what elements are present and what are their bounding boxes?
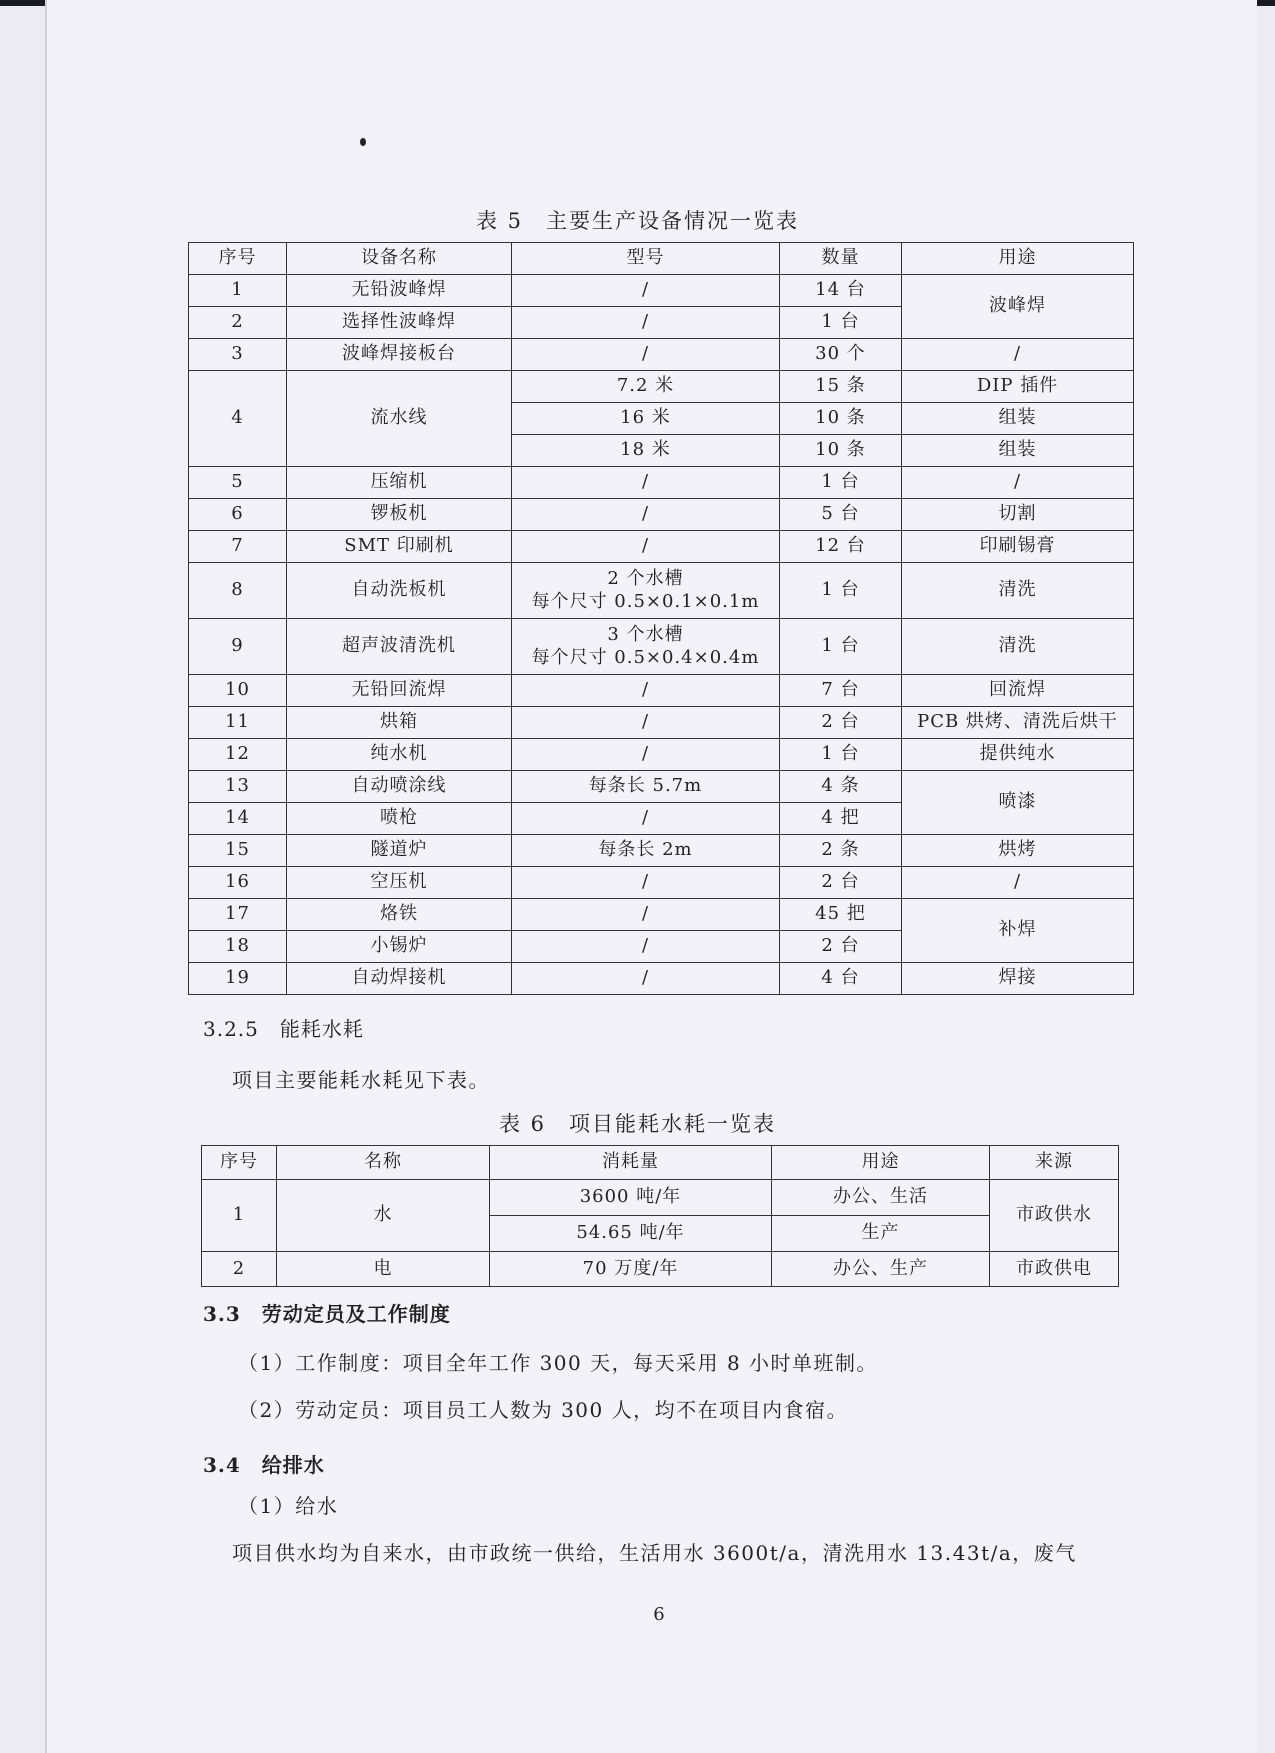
- cell-use: 印刷锡膏: [902, 531, 1134, 563]
- cell-model: 16 米: [512, 403, 780, 435]
- cell-qty: 12 台: [780, 531, 902, 563]
- cell-source: 市政供电: [990, 1252, 1119, 1287]
- cell-use: 回流焊: [902, 675, 1134, 707]
- cell-use: 补焊: [902, 899, 1134, 963]
- cell-name: 自动焊接机: [287, 963, 512, 995]
- cell-model: /: [512, 307, 780, 339]
- cell-model: /: [512, 467, 780, 499]
- cell-use: 烘烤: [902, 835, 1134, 867]
- scan-speck: [360, 138, 366, 146]
- cell-name: 自动喷涂线: [287, 771, 512, 803]
- cell-qty: 2 条: [780, 835, 902, 867]
- cell-name: 电: [277, 1252, 490, 1287]
- header-cell: 数量: [780, 243, 902, 275]
- table-header-row: [202, 1146, 1119, 1180]
- cell-no: 14: [189, 803, 287, 835]
- cell-no: 2: [189, 307, 287, 339]
- header-cell: 名称: [277, 1146, 490, 1180]
- cell-name: SMT 印刷机: [287, 531, 512, 563]
- table-row: [189, 899, 1134, 931]
- cell-model: 7.2 米: [512, 371, 780, 403]
- cell-use: 焊接: [902, 963, 1134, 995]
- cell-qty: 2 台: [780, 707, 902, 739]
- cell-qty: 2 台: [780, 867, 902, 899]
- cell-name: 压缩机: [287, 467, 512, 499]
- cell-use: PCB 烘烤、清洗后烘干: [902, 707, 1134, 739]
- cell-qty: 1 台: [780, 307, 902, 339]
- equipment-table: [188, 242, 1134, 995]
- cell-qty: 1 台: [780, 739, 902, 771]
- header-cell: 来源: [990, 1146, 1119, 1180]
- cell-name: 空压机: [287, 867, 512, 899]
- section-3-3-p1: （1）工作制度：项目全年工作 300 天，每天采用 8 小时单班制。: [238, 1351, 879, 1375]
- cell-use: 波峰焊: [902, 275, 1134, 339]
- cell-no: 17: [189, 899, 287, 931]
- model-line: 每个尺寸 0.5×0.1×0.1m: [531, 590, 760, 612]
- cell-name: 隧道炉: [287, 835, 512, 867]
- cell-use: 切割: [902, 499, 1134, 531]
- cell-qty: 10 条: [780, 403, 902, 435]
- cell-no: 16: [189, 867, 287, 899]
- cell-model: /: [512, 675, 780, 707]
- cell-no: 18: [189, 931, 287, 963]
- cell-use: DIP 插件: [902, 371, 1134, 403]
- cell-model: /: [512, 531, 780, 563]
- table-row: [189, 867, 1134, 899]
- model-line: 2 个水槽: [607, 568, 684, 589]
- table-row: [189, 339, 1134, 371]
- cell-no: 10: [189, 675, 287, 707]
- cell-no: 8: [189, 563, 287, 619]
- cell-name: 自动洗板机: [287, 563, 512, 619]
- table-row: [189, 531, 1134, 563]
- header-cell: 用途: [902, 243, 1134, 275]
- table-header-row: [189, 243, 1134, 275]
- section-3-3-p2: （2）劳动定员：项目员工人数为 300 人，均不在项目内食宿。: [238, 1398, 849, 1422]
- cell-source: 市政供水: [990, 1180, 1119, 1252]
- cell-use: 组装: [902, 435, 1134, 467]
- cell-no: 7: [189, 531, 287, 563]
- cell-model: /: [512, 867, 780, 899]
- table-row: [189, 275, 1134, 307]
- cell-name: 纯水机: [287, 739, 512, 771]
- page-number: 6: [653, 1604, 665, 1625]
- cell-amount: 70 万度/年: [490, 1252, 772, 1287]
- model-line: 3 个水槽: [607, 624, 684, 645]
- cell-model: /: [512, 499, 780, 531]
- section-3-4-p1: 项目供水均为自来水，由市政统一供给，生活用水 3600t/a，清洗用水 13.43t/a，废气: [232, 1541, 1077, 1565]
- cell-use: 提供纯水: [902, 739, 1134, 771]
- cell-use: /: [902, 867, 1134, 899]
- cell-no: 2: [202, 1252, 277, 1287]
- cell-no: 4: [189, 371, 287, 467]
- cell-no: 6: [189, 499, 287, 531]
- cell-qty: 15 条: [780, 371, 902, 403]
- header-cell: 型号: [512, 243, 780, 275]
- cell-no: 1: [189, 275, 287, 307]
- cell-name: 无铅回流焊: [287, 675, 512, 707]
- cell-model: /: [512, 707, 780, 739]
- header-cell: 序号: [202, 1146, 277, 1180]
- table-row: [189, 619, 1134, 675]
- section-3-4-sub1: （1）给水: [238, 1494, 339, 1518]
- table-row: [189, 963, 1134, 995]
- cell-no: 3: [189, 339, 287, 371]
- cell-qty: 5 台: [780, 499, 902, 531]
- cell-no: 11: [189, 707, 287, 739]
- table-row: [189, 563, 1134, 619]
- cell-use: /: [902, 339, 1134, 371]
- cell-qty: 45 把: [780, 899, 902, 931]
- cell-model: 18 米: [512, 435, 780, 467]
- cell-qty: 30 个: [780, 339, 902, 371]
- table-row: [189, 675, 1134, 707]
- cell-qty: 1 台: [780, 619, 902, 675]
- cell-model: /: [512, 739, 780, 771]
- cell-use: /: [902, 467, 1134, 499]
- table-row: [202, 1180, 1119, 1216]
- cell-qty: 14 台: [780, 275, 902, 307]
- cell-qty: 4 把: [780, 803, 902, 835]
- table-row: [189, 371, 1134, 403]
- cell-name: 流水线: [287, 371, 512, 467]
- cell-model: /: [512, 899, 780, 931]
- cell-qty: 1 台: [780, 467, 902, 499]
- cell-model: [512, 619, 780, 675]
- cell-amount: 54.65 吨/年: [490, 1216, 772, 1252]
- cell-name: 水: [277, 1180, 490, 1252]
- cell-model: [512, 563, 780, 619]
- cell-name: 波峰焊接板台: [287, 339, 512, 371]
- cell-name: 锣板机: [287, 499, 512, 531]
- header-cell: 序号: [189, 243, 287, 275]
- cell-model: /: [512, 275, 780, 307]
- table-row: [189, 467, 1134, 499]
- header-cell: 用途: [772, 1146, 990, 1180]
- section-3-2-5-intro: 项目主要能耗水耗见下表。: [232, 1068, 490, 1092]
- header-cell: 设备名称: [287, 243, 512, 275]
- cell-model: 每条长 5.7m: [512, 771, 780, 803]
- energy-table: [201, 1145, 1119, 1287]
- cell-use: 办公、生活: [772, 1180, 990, 1216]
- cell-no: 19: [189, 963, 287, 995]
- cell-qty: 2 台: [780, 931, 902, 963]
- cell-use: 喷漆: [902, 771, 1134, 835]
- section-3-3-title: 3.3 劳动定员及工作制度: [203, 1302, 451, 1326]
- cell-qty: 10 条: [780, 435, 902, 467]
- cell-no: 12: [189, 739, 287, 771]
- cell-use: 生产: [772, 1216, 990, 1252]
- cell-name: 烘箱: [287, 707, 512, 739]
- cell-model: 每条长 2m: [512, 835, 780, 867]
- cell-name: 无铅波峰焊: [287, 275, 512, 307]
- table-row: [189, 499, 1134, 531]
- table-row: [189, 707, 1134, 739]
- cell-use: 清洗: [902, 563, 1134, 619]
- cell-name: 烙铁: [287, 899, 512, 931]
- table-row: [189, 739, 1134, 771]
- cell-use: 组装: [902, 403, 1134, 435]
- cell-qty: 1 台: [780, 563, 902, 619]
- section-3-4-title: 3.4 给排水: [203, 1453, 325, 1477]
- cell-name: 喷枪: [287, 803, 512, 835]
- cell-name: 小锡炉: [287, 931, 512, 963]
- table-row: [189, 835, 1134, 867]
- cell-model: /: [512, 963, 780, 995]
- cell-model: /: [512, 339, 780, 371]
- section-3-2-5-title: 3.2.5 能耗水耗: [203, 1017, 364, 1041]
- cell-use: 办公、生产: [772, 1252, 990, 1287]
- table5-caption: 表 5 主要生产设备情况一览表: [475, 209, 800, 233]
- header-cell: 消耗量: [490, 1146, 772, 1180]
- cell-amount: 3600 吨/年: [490, 1180, 772, 1216]
- cell-no: 9: [189, 619, 287, 675]
- cell-qty: 7 台: [780, 675, 902, 707]
- cell-qty: 4 台: [780, 963, 902, 995]
- cell-name: 超声波清洗机: [287, 619, 512, 675]
- cell-qty: 4 条: [780, 771, 902, 803]
- table-row: [189, 771, 1134, 803]
- cell-model: /: [512, 803, 780, 835]
- cell-use: 清洗: [902, 619, 1134, 675]
- table6-caption: 表 6 项目能耗水耗一览表: [498, 1112, 777, 1136]
- cell-no: 13: [189, 771, 287, 803]
- model-line: 每个尺寸 0.5×0.4×0.4m: [531, 646, 760, 668]
- cell-model: /: [512, 931, 780, 963]
- cell-name: 选择性波峰焊: [287, 307, 512, 339]
- cell-no: 5: [189, 467, 287, 499]
- cell-no: 1: [202, 1180, 277, 1252]
- cell-no: 15: [189, 835, 287, 867]
- table-row: [202, 1252, 1119, 1287]
